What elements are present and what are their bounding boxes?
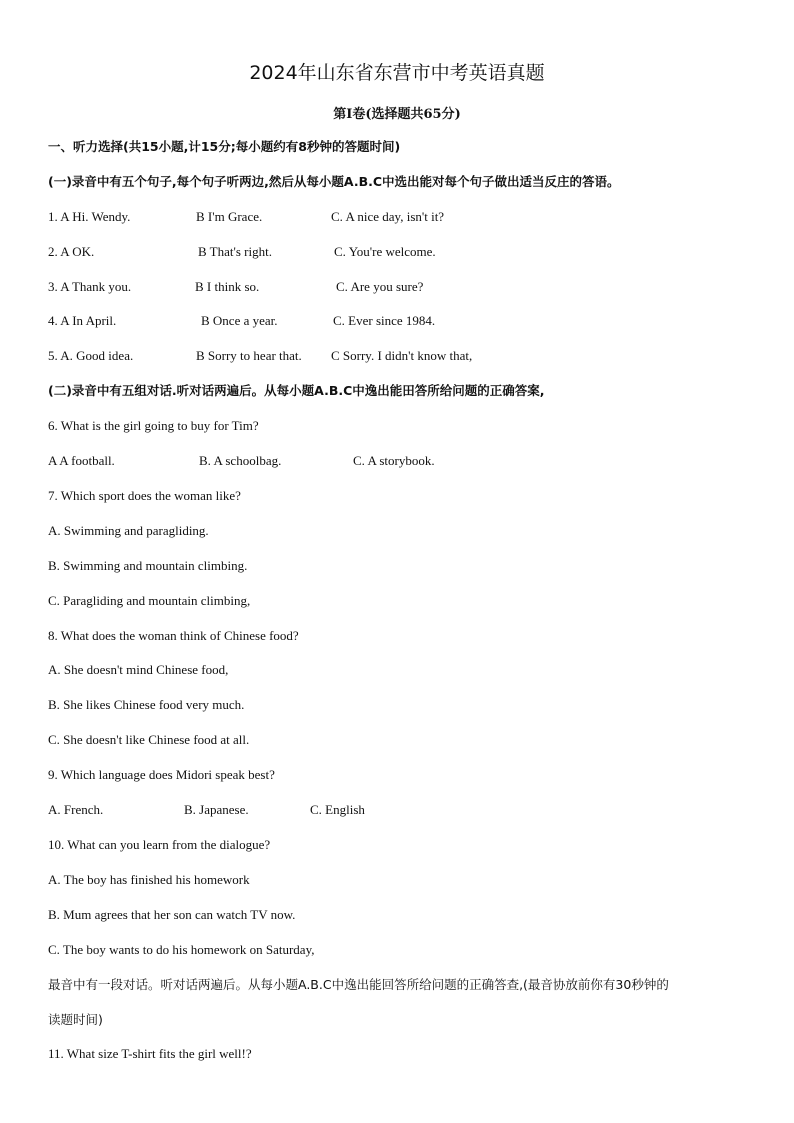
q8-stem: 8. What does the woman think of Chinese food? [48, 628, 299, 643]
q4-option-c: C. Ever since 1984. [333, 313, 436, 328]
q8-option-c: C. She doesn't like Chinese food at all. [48, 732, 250, 747]
q1-option-a: 1. A Hi. Wendy. [48, 209, 131, 224]
q2-option-c: C. You're welcome. [334, 244, 436, 259]
q1-option-b: B I'm Grace. [196, 209, 263, 224]
q2-option-b: B That's right. [198, 244, 272, 259]
q10-option-c: C. The boy wants to do his homework on Saturday, [48, 942, 315, 957]
q7-option-c: C. Paragliding and mountain climbing, [48, 593, 251, 608]
q1-option-c: C. A nice day, isn't it? [331, 209, 445, 224]
q5-option-a: 5. A. Good idea. [48, 348, 134, 363]
q9-stem: 9. Which language does Midori speak best? [48, 767, 275, 782]
q2-option-a: 2. A OK. [48, 244, 95, 259]
q3-option-c: C. Are you sure? [336, 279, 424, 294]
part1-instruction: (一)录音中有五个句子,每个句子听两边,然后从每小题A.B.C中选出能对每个句子做出适当反庄的答语。 [48, 174, 620, 189]
q4-option-b: B Once a year. [201, 313, 278, 328]
q6-option-c: C. A storybook. [353, 453, 435, 468]
q9-option-a: A. French. [48, 802, 104, 817]
q8-option-a: A. She doesn't mind Chinese food, [48, 662, 229, 677]
q4-option-a: 4. A In April. [48, 313, 117, 328]
q10-option-b: B. Mum agrees that her son can watch TV now. [48, 907, 296, 922]
q7-stem: 7. Which sport does the woman like? [48, 488, 241, 503]
q6-option-b: B. A schoolbag. [199, 453, 282, 468]
q3-option-b: B I think so. [195, 279, 260, 294]
q6-stem: 6. What is the girl going to buy for Tim? [48, 418, 259, 433]
page-subtitle: 第I卷(选择题共65分) [333, 107, 461, 122]
q5-option-b: B Sorry to hear that. [196, 348, 302, 363]
part3-instruction-cont: 读题时间) [48, 1012, 103, 1027]
q10-stem: 10. What can you learn from the dialogue? [48, 837, 271, 852]
page-title: 2024年山东省东营市中考英语真题 [249, 62, 545, 84]
part2-instruction: (二)录音中有五组对话.听对话两遍后。从每小题A.B.C中逸出能田答所给问题的正确答案, [48, 383, 545, 398]
section-heading: 一、听力选择(共15小题,计15分;每小题约有8秒钟的答题时间) [48, 139, 401, 154]
q7-option-a: A. Swimming and paragliding. [48, 523, 209, 538]
q8-option-b: B. She likes Chinese food very much. [48, 697, 245, 712]
q6-option-a: A A football. [48, 453, 115, 468]
q5-option-c: C Sorry. I didn't know that, [331, 348, 473, 363]
q7-option-b: B. Swimming and mountain climbing. [48, 558, 248, 573]
q9-option-c: C. English [310, 802, 365, 817]
q10-option-a: A. The boy has finished his homework [48, 872, 250, 887]
q9-option-b: B. Japanese. [184, 802, 249, 817]
part3-instruction: 最音中有一段对话。听对话两遍后。从每小题A.B.C中逸出能回答所给问题的正确答查,(最音协放前你有30秒钟的 [48, 977, 669, 992]
q11-stem: 11. What size T-shirt fits the girl well!? [48, 1046, 252, 1061]
q3-option-a: 3. A Thank you. [48, 279, 132, 294]
